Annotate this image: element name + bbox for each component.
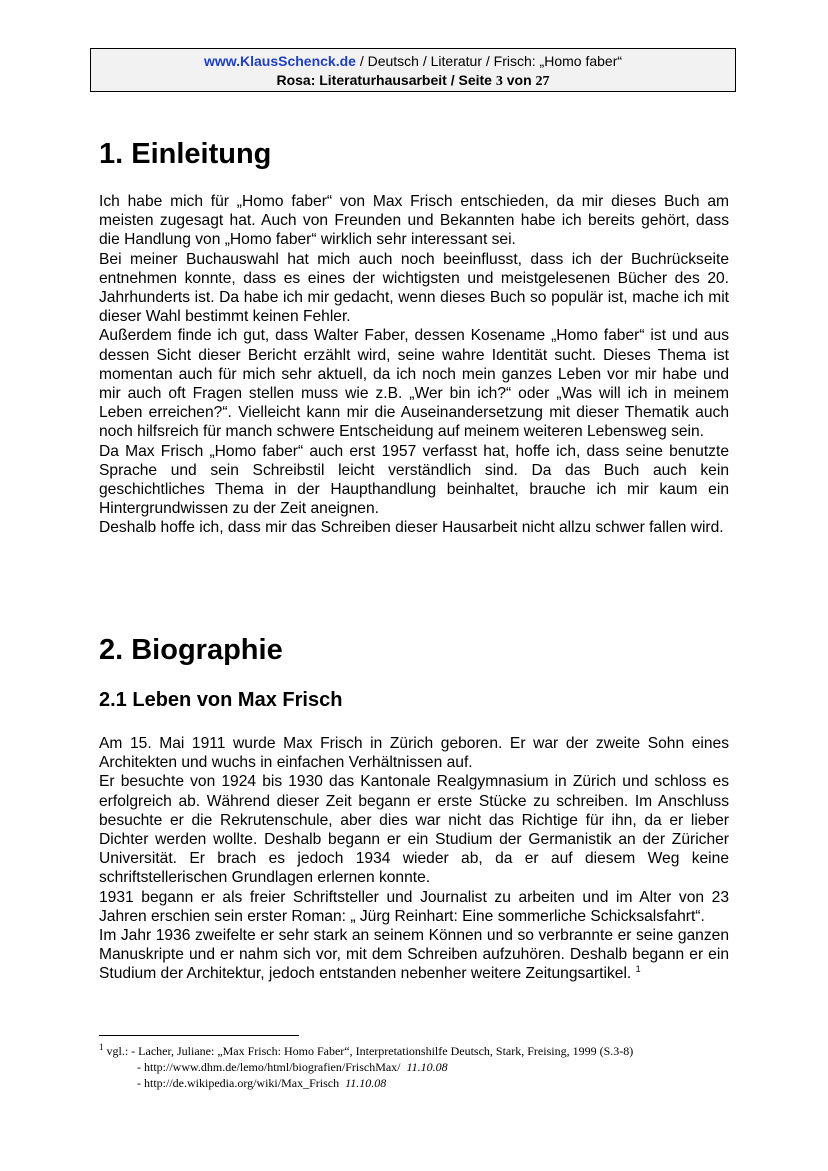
footnote-line-2 <box>99 1059 739 1075</box>
page-of: von <box>502 72 536 88</box>
footnote-line-3 <box>99 1075 739 1091</box>
page-header <box>90 48 736 92</box>
header-subtitle: Rosa: Literaturhausarbeit / Seite <box>276 72 496 88</box>
footnote-date: 11.10.08 <box>406 1060 448 1074</box>
biographie-body <box>99 734 729 984</box>
footnote-mark: 1 <box>99 1042 104 1052</box>
footnote-date: 11.10.08 <box>345 1076 387 1090</box>
paragraph: Außerdem finde ich gut, dass Walter Faber, dessen Kosename „Homo faber“ ist und aus dessen Sicht dieser Bericht erzählt wird, seine wahre Identität sucht. Dieses Thema ist momentan auch für mich sehr aktuell, da ich noch mein ganzes Leben vor mir habe und mir auch oft Fragen stellen muss wie z.B. „Wer bin ich?“ oder „Was will ich in meinem Leben erreichen?“. Vielleicht kann mir die Auseinandersetzung mit dieser Thematik auch noch hilfsreich für manch schwere Entscheidung auf meinem weiteren Lebensweg sein. <box>99 327 729 441</box>
page-current: 3 <box>495 74 503 89</box>
footnote-url-wikipedia[interactable]: - http://de.wikipedia.org/wiki/Max_Frisch <box>137 1076 340 1090</box>
einleitung-body <box>99 192 729 538</box>
header-line-1 <box>91 52 735 71</box>
site-link[interactable]: www.KlausSchenck.de <box>203 53 356 69</box>
paragraph: 1931 begann er als freier Schriftsteller und Journalist zu arbeiten und im Alter von 23 Jahren erschien sein erster Roman: „ Jürg Reinhart: Eine sommerliche Schicksalsfahrt“. <box>99 888 729 925</box>
header-line-2 <box>91 71 735 91</box>
section-title-biographie: 2. Biographie <box>99 634 283 666</box>
paragraph: Am 15. Mai 1911 wurde Max Frisch in Zürich geboren. Er war der zweite Sohn eines Architekten und wuchs in einfachen Verhältnissen auf. <box>99 735 729 772</box>
paragraph <box>99 926 729 984</box>
paragraph: Da Max Frisch „Homo faber“ auch erst 1957 verfasst hat, hoffe ich, dass seine benutzte Sprache und sein Schreibstil leicht verständlich sind. Da das Buch auch kein geschichtliches Thema in der Haupthandlung beinhaltet, brauche ich mir kaum ein Hintergrundwissen zu der Zeit aneignen. <box>99 442 729 518</box>
page-total: 27 <box>535 74 550 89</box>
footnote-reference[interactable]: 1 <box>635 964 641 975</box>
footnote-line-1 <box>99 1043 739 1059</box>
paragraph: Deshalb hoffe ich, dass mir das Schreiben dieser Hausarbeit nicht allzu schwer fallen wird. <box>99 519 724 537</box>
paragraph: Bei meiner Buchauswahl hat mich auch noch beeinflusst, dass ich der Buchrückseite entnehmen konnte, dass es eines der wichtigsten und meistgelesenen Bücher des 20. Jahrhunderts ist. Da habe ich mir gedacht, wenn dieses Buch so populär ist, mache ich mit dieser Wahl bestimmt keinen Fehler. <box>99 250 729 326</box>
paragraph-text: Im Jahr 1936 zweifelte er sehr stark an seinem Können und so verbrannte er seine ganzen Manuskripte und er nahm sich vor, mit dem Schreiben aufzuhören. Deshalb begann er ein Studium der Architektur, jedoch entstanden nebenher weitere Zeitungsartikel. <box>99 927 729 983</box>
footnote-url-dhm[interactable]: - http://www.dhm.de/lemo/html/biografien/FrischMax/ <box>137 1060 401 1074</box>
paragraph: Ich habe mich für „Homo faber“ von Max Frisch entschieden, da mir dieses Buch am meisten zugesagt hat. Auch von Freunden und Bekannten habe ich bereits gehört, dass die Handlung von „Homo faber“ wirklich sehr interessant sei. <box>99 193 729 249</box>
footnote-source: vgl.: - Lacher, Juliane: „Max Frisch: Homo Faber“, Interpretationshilfe Deutsch, Stark, Freising, 1999 (S.3-8) <box>103 1044 634 1058</box>
footnote-divider <box>99 1035 299 1036</box>
footnotes <box>99 1043 739 1091</box>
subsection-title-leben: 2.1 Leben von Max Frisch <box>99 689 343 711</box>
header-path: / Deutsch / Literatur / Frisch: „Homo faber“ <box>355 53 623 69</box>
section-title-einleitung: 1. Einleitung <box>99 138 272 170</box>
paragraph: Er besuchte von 1924 bis 1930 das Kantonale Realgymnasium in Zürich und schloss es erfolgreich ab. Während dieser Zeit begann er erste Stücke zu schreiben. Im Anschluss besuchte er die Rekrutenschule, aber dies war nicht das Richtige für ihn, da er lieber Dichter werden wollte. Deshalb begann er ein Studium der Germanistik an der Züricher Universität. Er brach es jedoch 1934 wieder ab, da er auf diesem Weg keine schriftstellerischen Grundlagen erlernen konnte. <box>99 773 729 887</box>
